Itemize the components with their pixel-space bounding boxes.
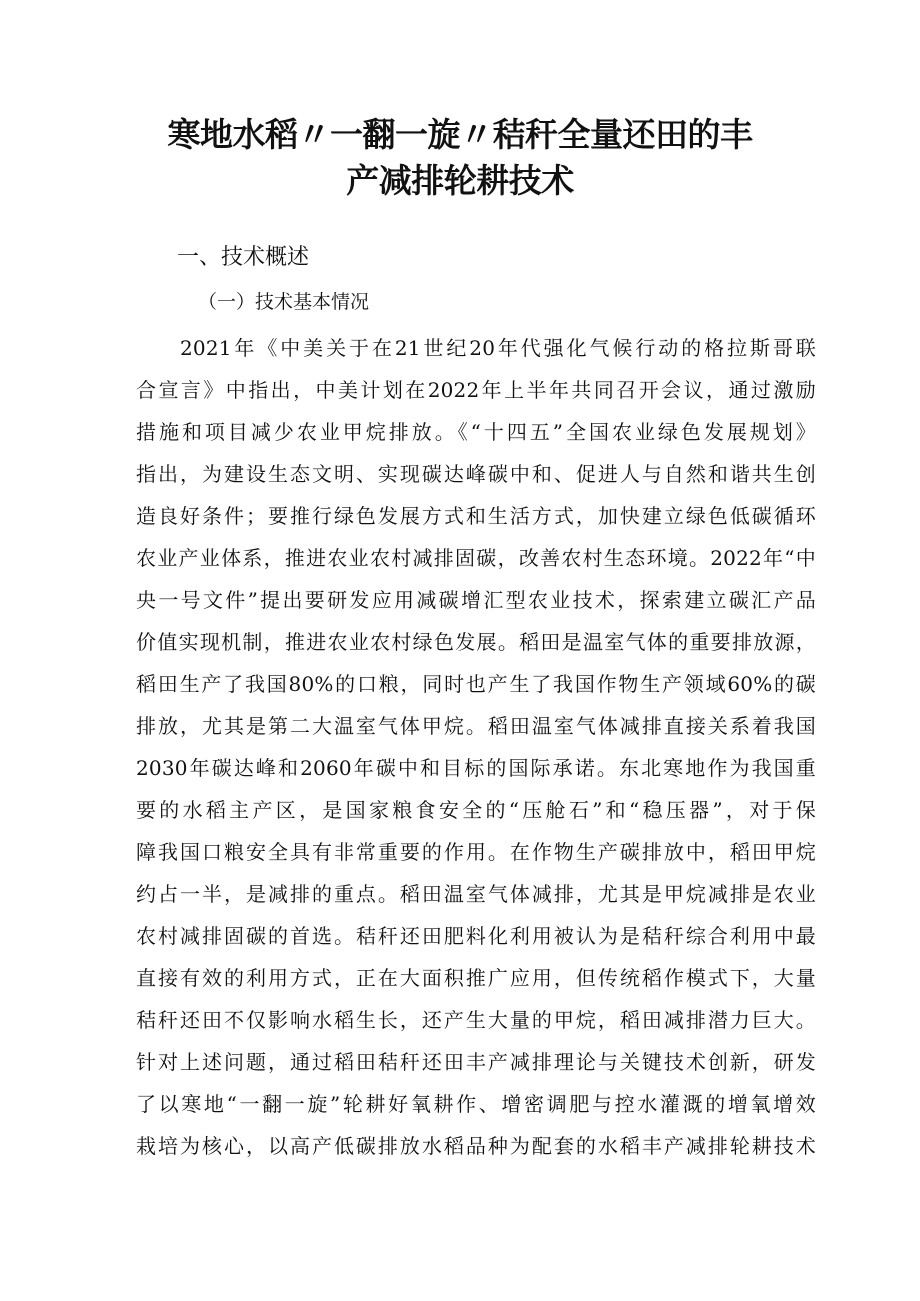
body-line: 农村减排固碳的首选。秸秆还田肥料化利用被认为是秸秆综合利用中最 xyxy=(136,924,816,948)
body-line: 秸秆还田不仅影响水稻生长，还产生大量的甲烷，稻田减排潜力巨大。 xyxy=(136,1008,816,1032)
body-line: 措施和项目减少农业甲烷排放。《“十四五”全国农业绿色发展规划》 xyxy=(136,420,816,444)
body-line: 障我国口粮安全具有非常重要的作用。在作物生产碳排放中，稻田甲烷 xyxy=(136,840,816,864)
body-line: 针对上述问题，通过稻田秸秆还田丰产减排理论与关键技术创新，研发 xyxy=(136,1050,816,1074)
title-line-1: 寒地水稻〃一翻一旋〃秸秆全量还田的丰 xyxy=(167,115,753,154)
document-title xyxy=(120,112,800,204)
body-line: 央一号文件”提出要研发应用减碳增汇型农业技术，探索建立碳汇产品 xyxy=(136,588,816,612)
body-line: 造良好条件；要推行绿色发展方式和生活方式，加快建立绿色低碳循环 xyxy=(136,504,816,528)
body-line: 栽培为核心，以高产低碳排放水稻品种为配套的水稻丰产减排轮耕技术 xyxy=(136,1134,816,1158)
body-paragraph xyxy=(136,327,816,1167)
body-line: 稻田生产了我国80%的口粮，同时也产生了我国作物生产领域60%的碳 xyxy=(136,672,816,696)
body-line: 约占一半，是减排的重点。稻田温室气体减排，尤其是甲烷减排是农业 xyxy=(136,882,816,906)
body-line: 2021年《中美关于在21世纪20年代强化气候行动的格拉斯哥联 xyxy=(180,336,816,360)
body-line: 农业产业体系，推进农业农村减排固碳，改善农村生态环境。2022年“中 xyxy=(136,546,816,570)
body-line: 排放，尤其是第二大温室气体甲烷。稻田温室气体减排直接关系着我国 xyxy=(136,714,816,738)
title-line-2: 产减排轮耕技术 xyxy=(346,161,574,200)
body-line: 合宣言》中指出，中美计划在2022年上半年共同召开会议，通过激励 xyxy=(136,378,816,402)
body-line: 指出，为建设生态文明、实现碳达峰碳中和、促进人与自然和谐共生创 xyxy=(136,462,816,486)
section-heading: 一、技术概述 xyxy=(177,245,310,270)
body-line: 直接有效的利用方式，正在大面积推广应用，但传统稻作模式下，大量 xyxy=(136,966,816,990)
body-line: 了以寒地“一翻一旋”轮耕好氧耕作、增密调肥与控水灌溉的增氧增效 xyxy=(136,1092,816,1116)
body-line: 价值实现机制，推进农业农村绿色发展。稻田是温室气体的重要排放源， xyxy=(136,630,816,654)
body-line: 2030年碳达峰和2060年碳中和目标的国际承诺。东北寒地作为我国重 xyxy=(136,756,816,780)
body-line: 要的水稻主产区，是国家粮食安全的“压舱石”和“稳压器”，对于保 xyxy=(136,798,816,822)
subsection-heading: （一）技术基本情况 xyxy=(198,291,370,313)
